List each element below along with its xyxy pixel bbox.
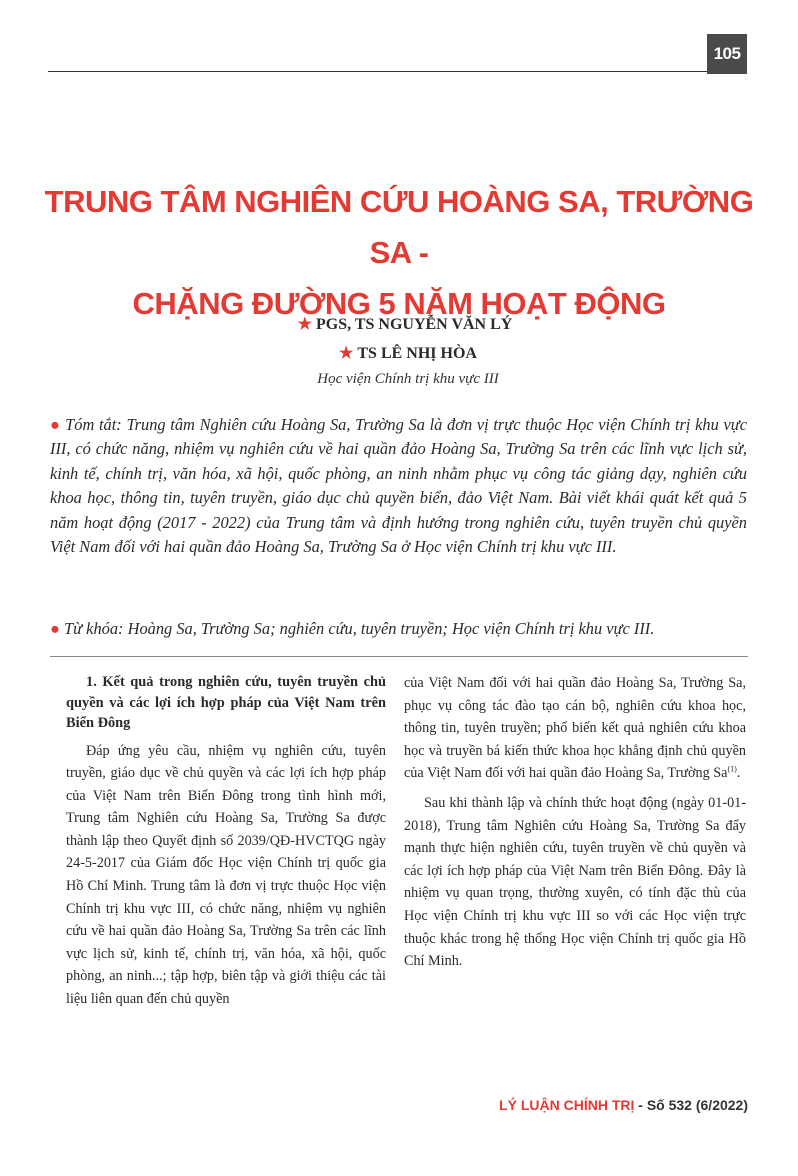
body-paragraph-text: của Việt Nam đối với hai quần đảo Hoàng Sa, Trường Sa, phục vụ công tác đào tạo cán bộ, nghiên cứu khoa học, thông tin, tuyên truyền; phổ biến kết quả nghiên cứu khoa học và truyền bá kiến thức khoa học khẳng định chủ quyền của Việt Nam đối với hai quần đảo Hoàng Sa, Trường Sa bbox=[404, 675, 746, 782]
body-paragraph bbox=[404, 672, 746, 785]
abstract-label: Tóm tắt: bbox=[65, 415, 122, 434]
section-divider bbox=[50, 656, 748, 657]
keywords-text: Hoàng Sa, Trường Sa; nghiên cứu, tuyên truyền; Học viện Chính trị khu vực III. bbox=[127, 619, 655, 638]
section-heading: 1. Kết quả trong nghiên cứu, tuyên truyền chủ quyền và các lợi ích hợp pháp của Việt Nam trên Biển Đông bbox=[66, 674, 386, 731]
body-paragraph: Đáp ứng yêu cầu, nhiệm vụ nghiên cứu, tuyên truyền, giáo dục về chủ quyền và các lợi ích hợp pháp của Việt Nam trên Biển Đông trong tình hình mới, Trung tâm Nghiên cứu Hoàng Sa, Trường Sa được thành lập theo Quyết định số 2039/QĐ-HVCTQG ngày 24-5-2017 của Giám đốc Học viện Chính trị quốc gia Hồ Chí Minh. Trung tâm là đơn vị trực thuộc Học viện Chính trị khu vực III, có chức năng, nhiệm vụ nghiên cứu về hai quần đảo Hoàng Sa, Trường Sa trên các lĩnh vực lịch sử, kinh tế, chính trị, văn hóa, xã hội, quốc phòng, an ninh...; tập hợp, biên tập và giới thiệu các tài liệu liên quan đến chủ quyền bbox=[66, 742, 386, 1008]
abstract-text: Trung tâm Nghiên cứu Hoàng Sa, Trường Sa là đơn vị trực thuộc Học viện Chính trị khu vực III, có chức năng, nhiệm vụ nghiên cứu về hai quần đảo Hoàng Sa, Trường Sa trên các lĩnh vực lịch sử, kinh tế, chính trị, văn hóa, xã hội, quốc phòng, an ninh nhằm phục vụ công tác giảng dạy, nghiên cứu khoa học, thông tin, tuyên truyền, giáo dục chủ quyền biển, đảo Việt Nam. Bài viết khái quát kết quả 5 năm hoạt động (2017 - 2022) của Trung tâm và định hướng trong nghiên cứu, tuyên truyền chủ quyền Việt Nam đối với hai quần đảo Hoàng Sa, Trường Sa ở Học viện Chính trị khu vực III. bbox=[50, 415, 747, 557]
header-rule bbox=[48, 71, 708, 72]
footer-separator: - bbox=[634, 1097, 647, 1113]
star-icon: ★ bbox=[297, 316, 312, 333]
author-2 bbox=[0, 343, 798, 363]
article-title-line-1: TRUNG TÂM NGHIÊN CỨU HOÀNG SA, TRƯỜNG SA - bbox=[44, 184, 754, 270]
body-column-right bbox=[404, 672, 746, 973]
page-footer bbox=[499, 1097, 748, 1113]
bullet-icon: ● bbox=[50, 415, 61, 434]
article-title-line-2: CHẶNG ĐƯỜNG 5 NĂM HOẠT ĐỘNG bbox=[132, 286, 666, 321]
body-paragraph: Sau khi thành lập và chính thức hoạt động (ngày 01-01-2018), Trung tâm Nghiên cứu Hoàng Sa, Trường Sa đẩy mạnh thực hiện nghiên cứu, tuyên truyền về chủ quyền và các lợi ích hợp pháp của Việt Nam trên Biển Đông. Đây là nhiệm vụ quan trọng, thường xuyên, có tính đặc thù của Học viện Chính trị khu vực III so với các Học viện trực thuộc khác trong hệ thống Học viện Chính trị quốc gia Hồ Chí Minh. bbox=[404, 794, 746, 970]
page-number: 105 bbox=[707, 34, 747, 74]
body-column-left bbox=[66, 672, 386, 1011]
author-affiliation: Học viện Chính trị khu vực III bbox=[317, 371, 499, 387]
author-name: PGS, TS NGUYỄN VĂN LÝ bbox=[316, 316, 513, 333]
journal-name: LÝ LUẬN CHÍNH TRỊ bbox=[499, 1097, 635, 1113]
author-name: TS LÊ NHỊ HÒA bbox=[357, 345, 477, 362]
abstract bbox=[50, 413, 747, 559]
footnote-reference: (1) bbox=[727, 764, 737, 774]
keywords bbox=[50, 617, 747, 641]
article-title bbox=[30, 176, 768, 329]
body-paragraph-end: . bbox=[736, 765, 741, 782]
bullet-icon: ● bbox=[50, 619, 60, 638]
keywords-label: Từ khóa: bbox=[64, 619, 124, 638]
journal-issue: Số 532 (6/2022) bbox=[646, 1097, 748, 1113]
author-1 bbox=[0, 314, 798, 334]
star-icon: ★ bbox=[339, 345, 354, 362]
